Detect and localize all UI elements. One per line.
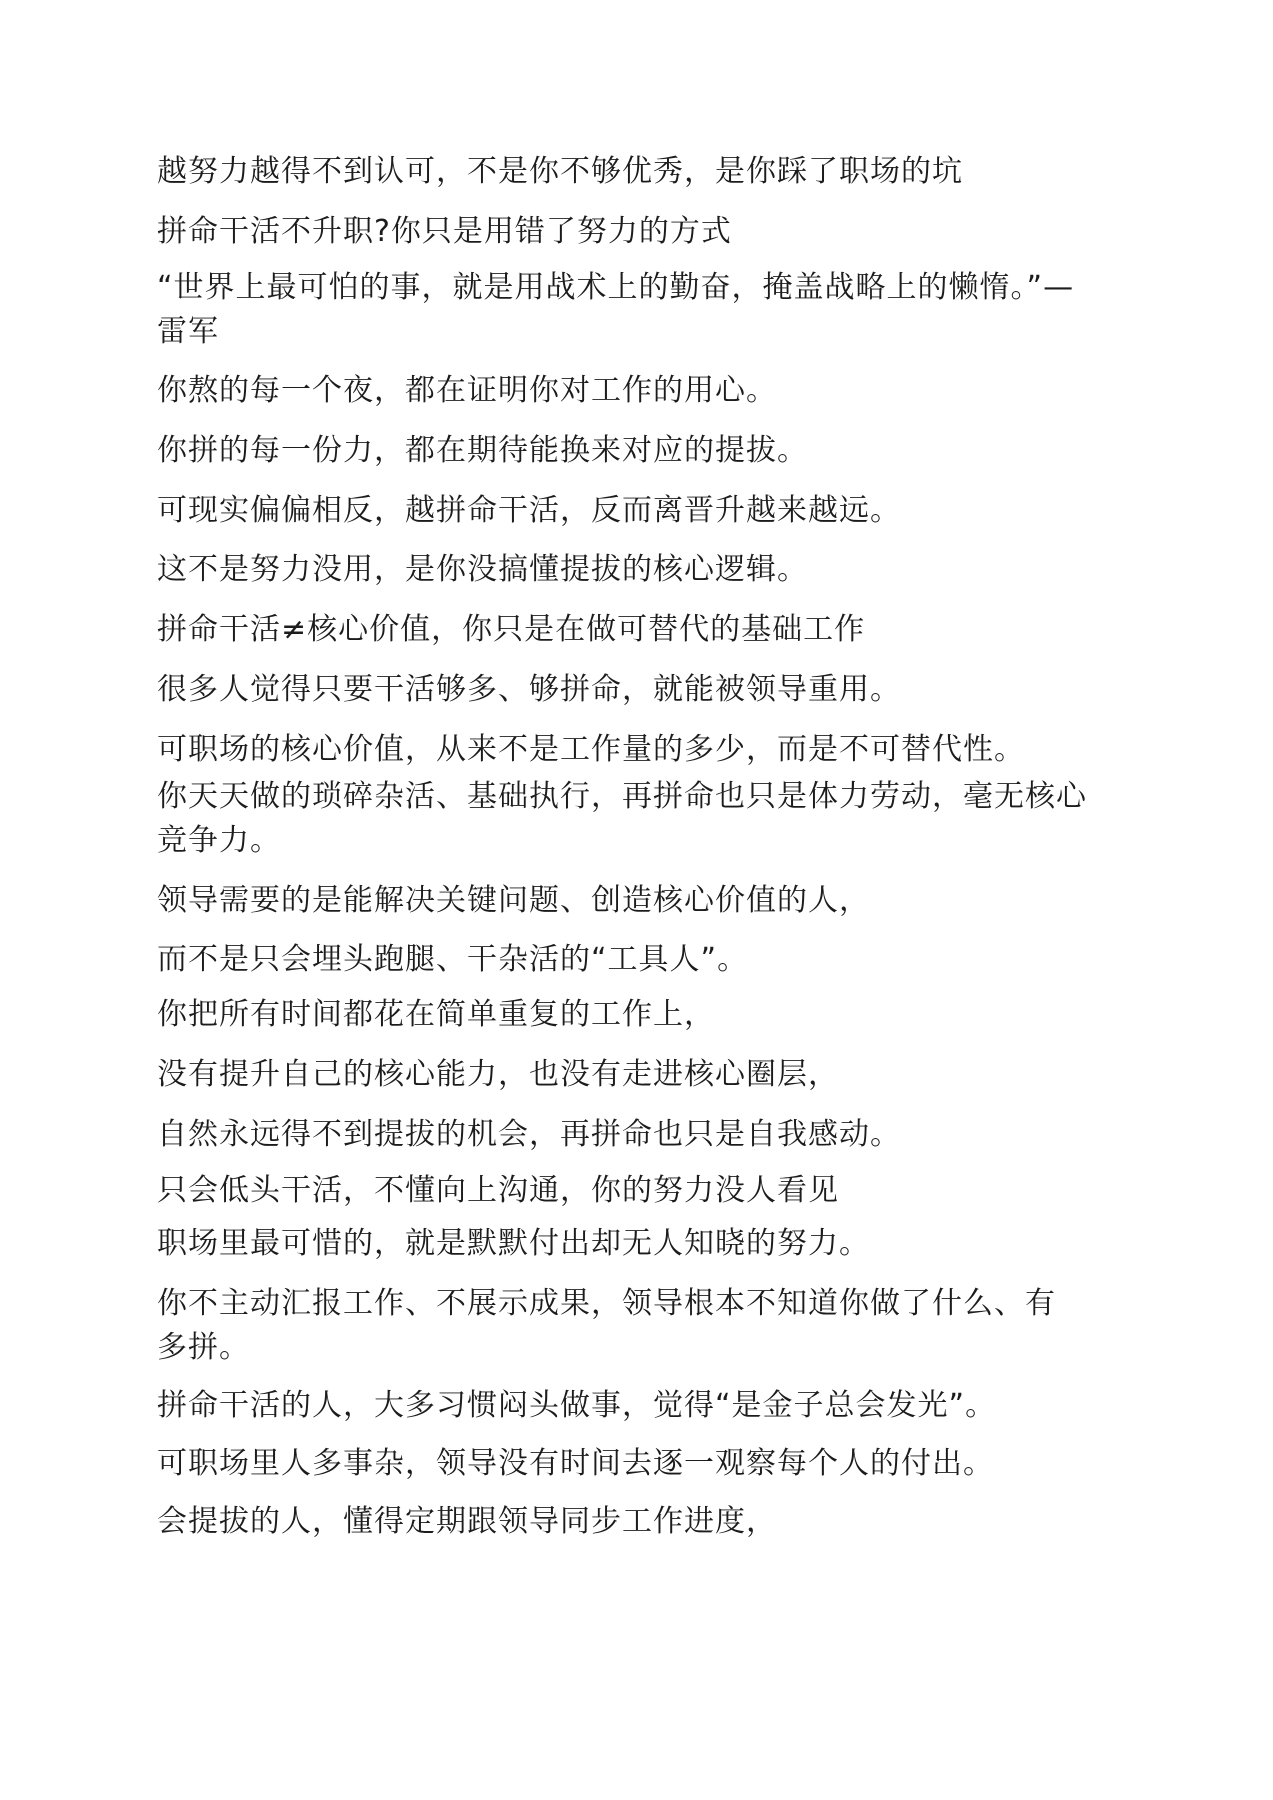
text-line: 可现实偏偏相反，越拼命干活，反而离晋升越来越远。 xyxy=(157,493,901,528)
text-line: 可职场的核心价值，从来不是工作量的多少，而是不可替代性。 xyxy=(157,732,1025,767)
text-line: 很多人觉得只要干活够多、够拼命，就能被领导重用。 xyxy=(157,672,901,707)
section-heading-line: 拼命干活≠核心价值，你只是在做可替代的基础工作 xyxy=(157,612,866,647)
text-line: 你不主动汇报工作、不展示成果，领导根本不知道你做了什么、有多拼。 xyxy=(157,1286,1056,1365)
text-line: 领导需要的是能解决关键问题、创造核心价值的人， xyxy=(157,883,870,918)
text-line: 拼命干活的人，大多习惯闷头做事，觉得“是金子总会发光”。 xyxy=(157,1388,997,1423)
text-line: 你把所有时间都花在简单重复的工作上， xyxy=(157,997,715,1032)
quote-line: “世界上最可怕的事，就是用战术上的勤奋，掩盖战略上的懒惰。”—雷军 xyxy=(157,270,1075,349)
text-line: 你熬的每一个夜，都在证明你对工作的用心。 xyxy=(157,373,777,408)
text-line: 自然永远得不到提拔的机会，再拼命也只是自我感动。 xyxy=(157,1117,901,1152)
heading-line: 越努力越得不到认可，不是你不够优秀，是你踩了职场的坑 xyxy=(157,154,963,189)
text-line: 会提拔的人，懂得定期跟领导同步工作进度， xyxy=(157,1504,777,1539)
text-line: 你拼的每一份力，都在期待能换来对应的提拔。 xyxy=(157,433,808,468)
section-heading-line: 只会低头干活，不懂向上沟通，你的努力没人看见 xyxy=(157,1173,839,1208)
text-line: 这不是努力没用，是你没搞懂提拔的核心逻辑。 xyxy=(157,552,808,587)
text-line: 没有提升自己的核心能力，也没有走进核心圈层， xyxy=(157,1057,839,1092)
text-line: 而不是只会埋头跑腿、干杂活的“工具人”。 xyxy=(157,942,749,977)
article-body xyxy=(157,150,1117,1544)
text-line: 可职场里人多事杂，领导没有时间去逐一观察每个人的付出。 xyxy=(157,1446,994,1481)
subheading-line: 拼命干活不升职?你只是用错了努力的方式 xyxy=(157,214,732,249)
text-line: 你天天做的琐碎杂活、基础执行，再拼命也只是体力劳动，毫无核心竞争力。 xyxy=(157,779,1087,858)
text-line: 职场里最可惜的，就是默默付出却无人知晓的努力。 xyxy=(157,1226,870,1261)
